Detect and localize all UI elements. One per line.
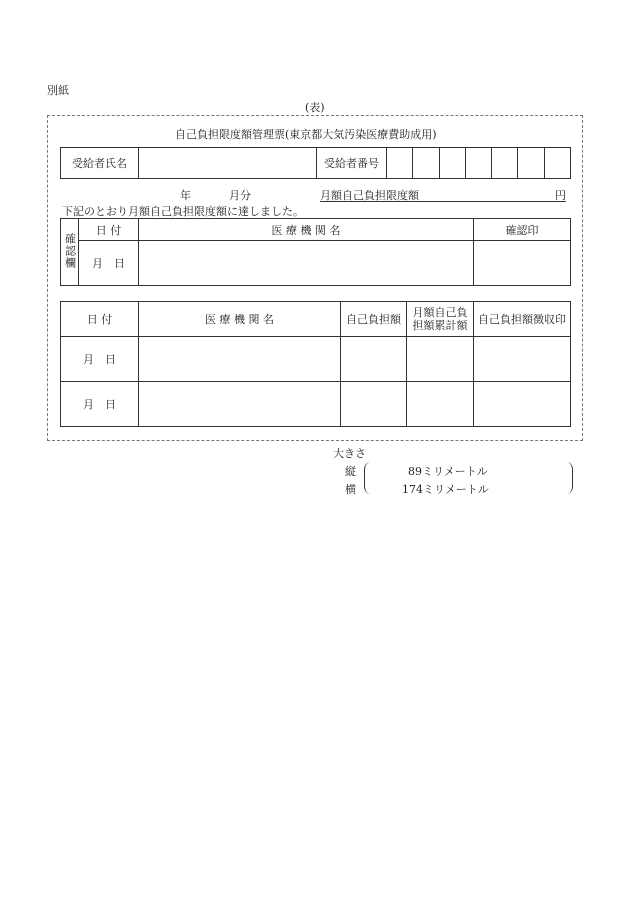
right-brace bbox=[566, 462, 573, 494]
confirm-table bbox=[60, 218, 571, 286]
payment-date-cell[interactable]: 月 日 bbox=[61, 382, 139, 427]
monthly-limit-label: 月額自己負担限度額 bbox=[320, 189, 419, 202]
confirm-date-header: 日 付 bbox=[79, 219, 139, 241]
size-title: 大きさ bbox=[333, 447, 366, 460]
payment-date-cell[interactable]: 月 日 bbox=[61, 337, 139, 382]
copay-header: 自己負担額 bbox=[341, 302, 407, 337]
monthly-limit-field[interactable] bbox=[320, 187, 566, 202]
payment-institution-cell[interactable] bbox=[139, 382, 341, 427]
height-label: 縦 bbox=[345, 465, 356, 478]
recipient-table bbox=[60, 147, 571, 179]
recipient-number-box[interactable] bbox=[518, 148, 544, 179]
height-value: 89ミリメートル bbox=[408, 465, 488, 478]
month-label: 月分 bbox=[229, 189, 251, 202]
recipient-number-box[interactable] bbox=[544, 148, 570, 179]
confirm-institution-header: 医 療 機 関 名 bbox=[139, 219, 474, 241]
confirm-stamp-cell[interactable] bbox=[474, 241, 571, 286]
form-title: 自己負担限度額管理票(東京都大気汚染医療費助成用) bbox=[175, 128, 437, 141]
yen-label: 円 bbox=[555, 189, 566, 202]
copay-stamp-cell[interactable] bbox=[474, 382, 571, 427]
copay-cell[interactable] bbox=[341, 337, 407, 382]
cumulative-header-line1: 月額自己負 bbox=[412, 306, 468, 319]
confirm-side-label: 確認欄 bbox=[63, 232, 77, 269]
width-value: 174ミリメートル bbox=[402, 483, 489, 496]
width-label: 横 bbox=[345, 483, 356, 496]
recipient-number-box[interactable] bbox=[413, 148, 439, 179]
recipient-number-box[interactable] bbox=[492, 148, 518, 179]
left-brace bbox=[364, 462, 371, 494]
side-label: (表) bbox=[305, 101, 325, 114]
copay-stamp-header: 自己負担額徴収印 bbox=[474, 302, 571, 337]
confirm-stamp-header: 確認印 bbox=[474, 219, 571, 241]
table-row bbox=[61, 337, 571, 382]
recipient-name-label: 受給者氏名 bbox=[61, 148, 139, 179]
payment-date-header: 日 付 bbox=[61, 302, 139, 337]
cumulative-cell[interactable] bbox=[407, 382, 474, 427]
copay-cell[interactable] bbox=[341, 382, 407, 427]
recipient-number-box[interactable] bbox=[465, 148, 491, 179]
recipient-number-box[interactable] bbox=[439, 148, 465, 179]
payment-table bbox=[60, 301, 571, 427]
recipient-name-field[interactable] bbox=[139, 148, 317, 179]
payment-institution-header: 医 療 機 関 名 bbox=[139, 302, 341, 337]
confirm-date-cell[interactable]: 月 日 bbox=[79, 241, 139, 286]
confirm-side-cell bbox=[61, 219, 79, 286]
year-label: 年 bbox=[180, 189, 191, 202]
cumulative-header-line2: 担額累計額 bbox=[412, 319, 468, 332]
cumulative-header bbox=[407, 302, 474, 337]
annex-label: 別紙 bbox=[47, 84, 69, 97]
notice-text: 下記のとおり月額自己負担限度額に達しました。 bbox=[62, 205, 304, 218]
cumulative-cell[interactable] bbox=[407, 337, 474, 382]
table-row bbox=[61, 382, 571, 427]
recipient-number-box[interactable] bbox=[387, 148, 413, 179]
recipient-number-label: 受給者番号 bbox=[317, 148, 387, 179]
payment-institution-cell[interactable] bbox=[139, 337, 341, 382]
confirm-institution-cell[interactable] bbox=[139, 241, 474, 286]
copay-stamp-cell[interactable] bbox=[474, 337, 571, 382]
